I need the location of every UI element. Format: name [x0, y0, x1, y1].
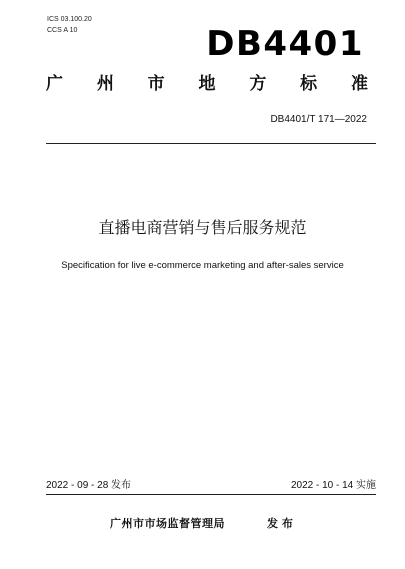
local-standard-char: 广 [46, 74, 63, 94]
ccs-code: CCS A 10 [47, 27, 78, 34]
top-divider [46, 143, 376, 144]
document-title-zh: 直播电商营销与售后服务规范 [98, 218, 307, 237]
publisher-name: 广州市市场监督管理局 [110, 517, 225, 530]
local-standard-char: 地 [198, 74, 216, 94]
bottom-divider [46, 494, 376, 495]
standard-number: DB4401/T 171—2022 [270, 114, 367, 125]
local-standard-heading [46, 74, 368, 94]
issue-date: 2022 - 09 - 28 发布 [46, 480, 132, 491]
ics-code: ICS 03.100.20 [47, 16, 92, 23]
publish-label: 发 布 [267, 517, 293, 530]
local-standard-char: 准 [350, 74, 368, 94]
local-standard-char: 标 [300, 74, 318, 94]
standard-prefix-logo: DB4401 [206, 24, 364, 64]
local-standard-char: 州 [96, 74, 114, 94]
local-standard-char: 市 [147, 74, 165, 94]
local-standard-char: 方 [249, 74, 267, 94]
document-title-en: Specification for live e-commerce marketing and after-sales service [61, 260, 344, 271]
implementation-date: 2022 - 10 - 14 实施 [290, 480, 376, 491]
